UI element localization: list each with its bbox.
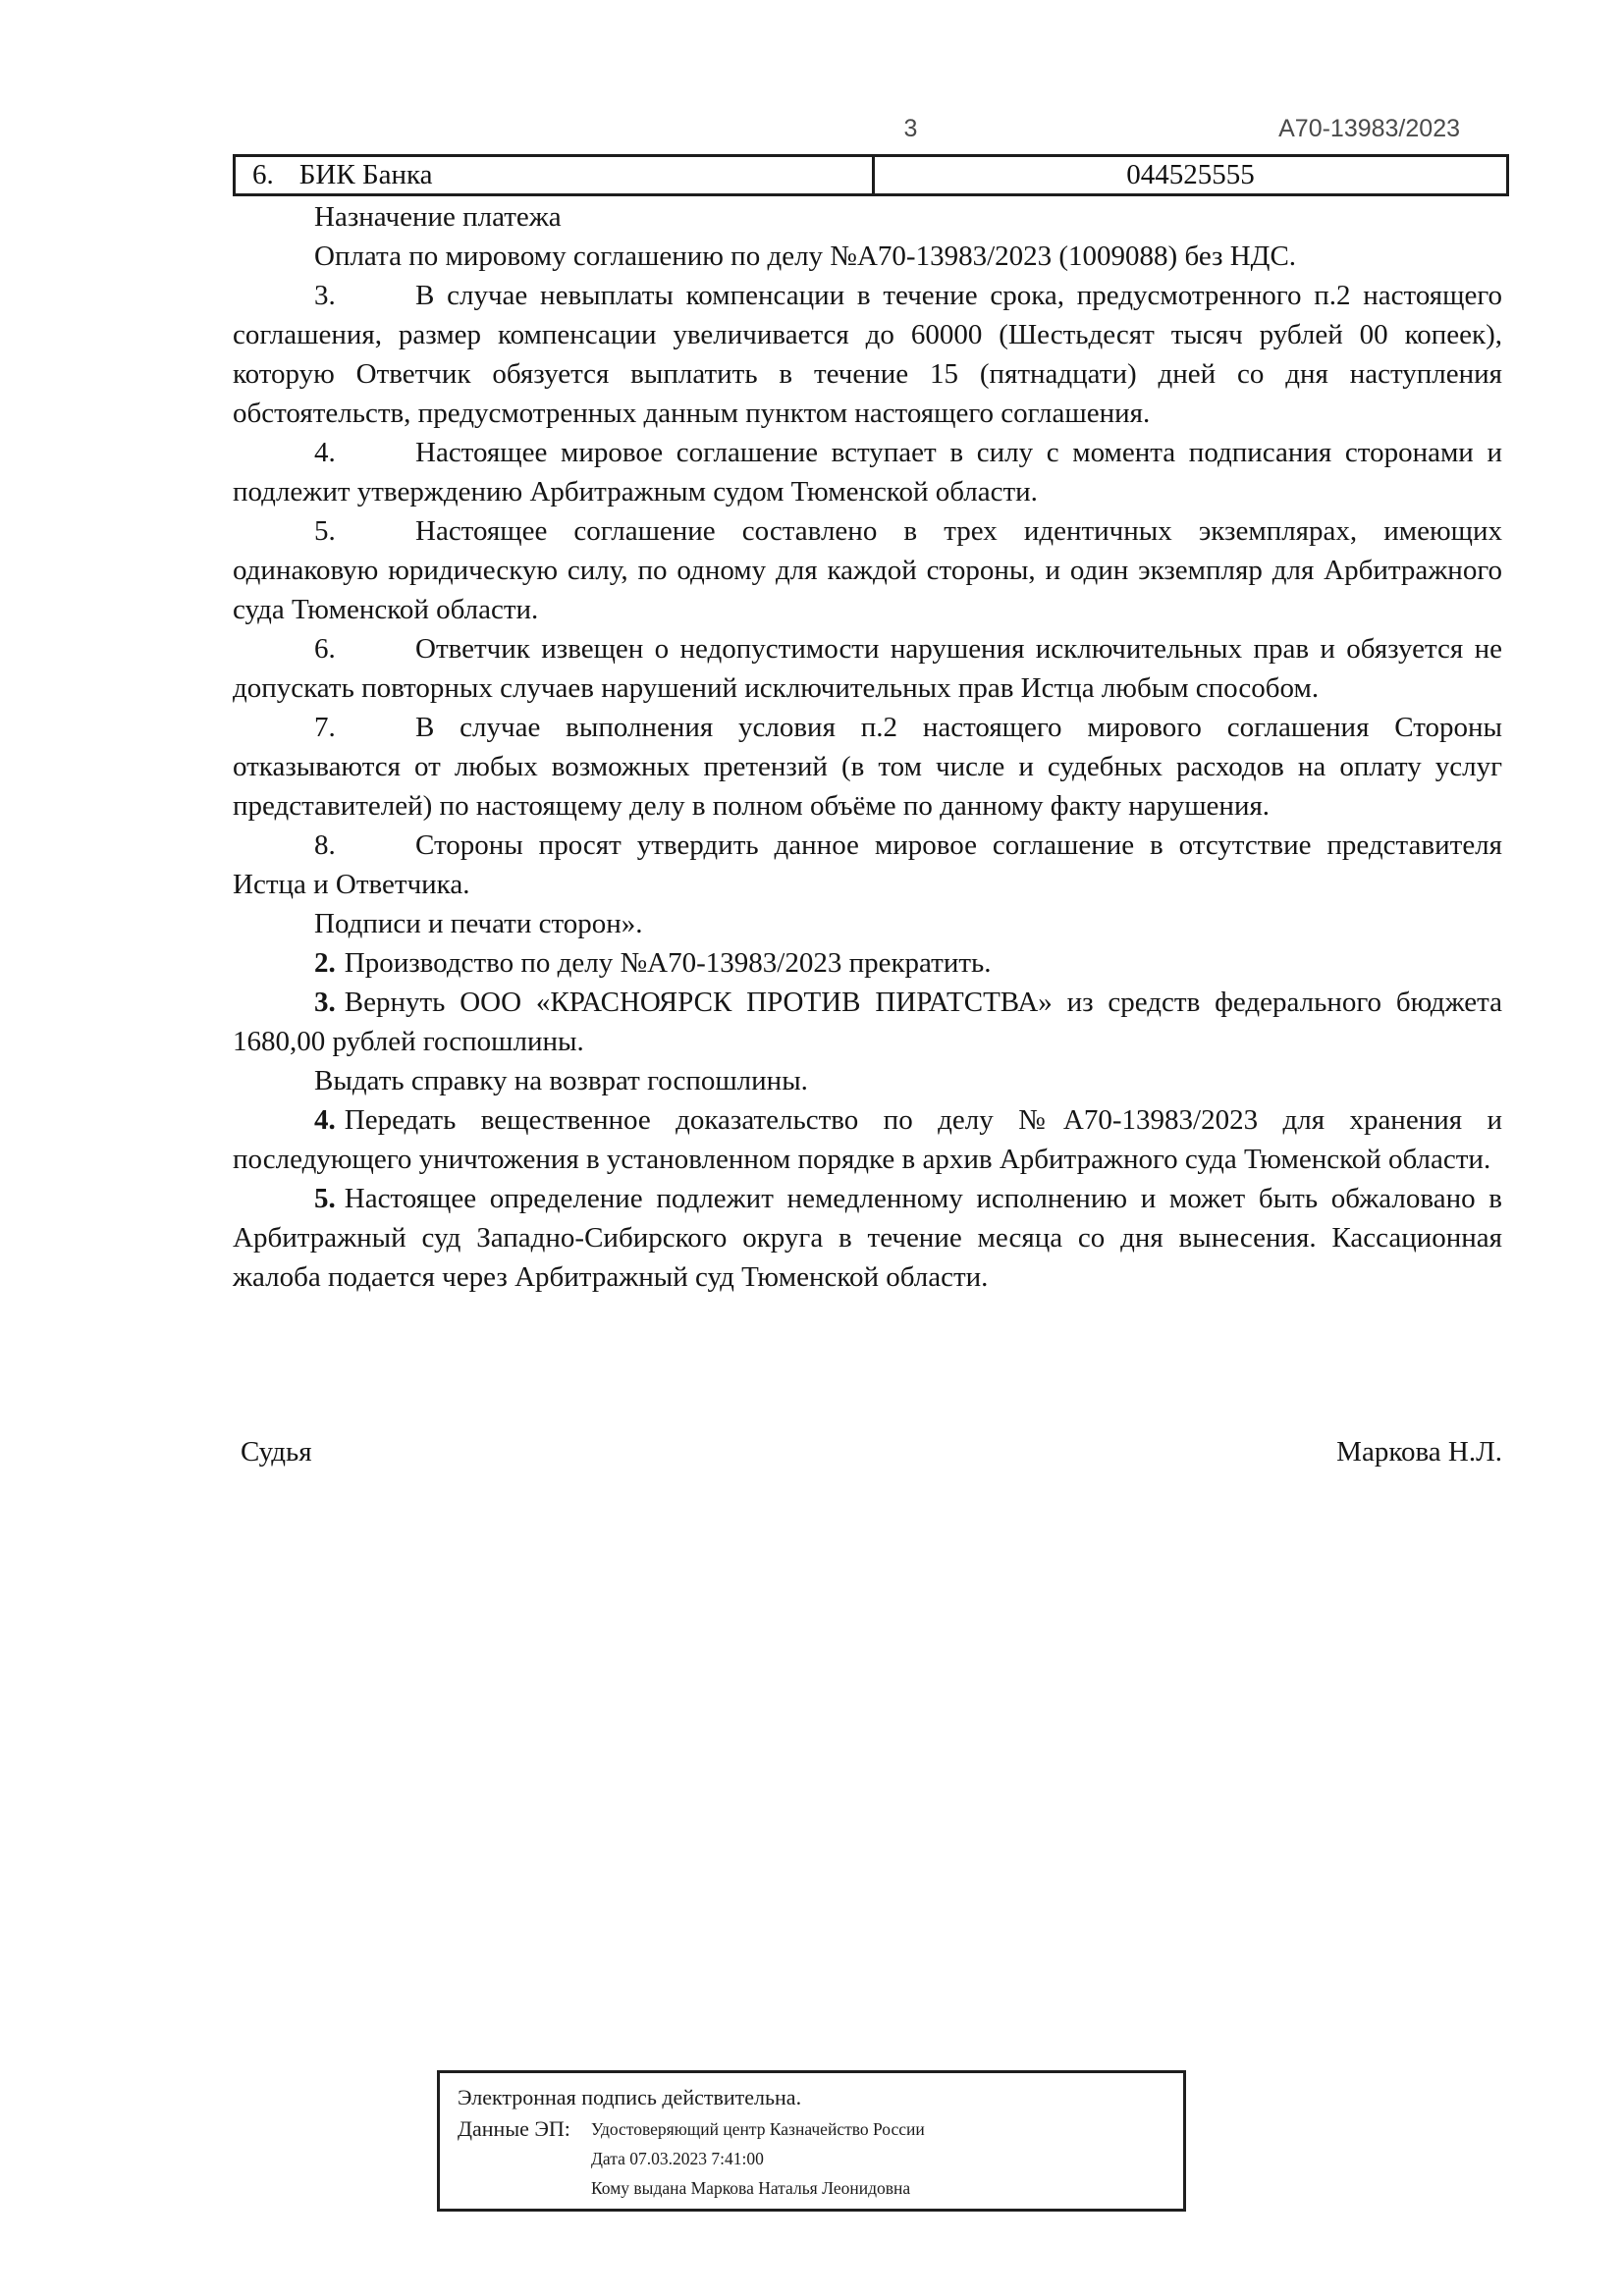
paragraph-number: 5. [314, 515, 336, 547]
ruling-text: Производство по делу №А70-13983/2023 прекратить. [344, 947, 992, 979]
paragraph-agreement-3 [233, 276, 1502, 433]
bank-row-label: БИК Банка [298, 159, 433, 190]
page-number: 3 [903, 115, 918, 142]
document-body [233, 197, 1502, 1297]
paragraph-agreement-7 [233, 708, 1502, 826]
bank-details-table [233, 154, 1509, 196]
paragraph-text: В случае выполнения условия п.2 настоящего мирового соглашения Стороны отказываются от любых возможных претензий (в том числе и судебных расходов на оплату услуг представителей) по настоящему делу в полном объёме по данному факту нарушения. [233, 712, 1502, 822]
stamp-detail-authority: Удостоверяющий центр Казначейство России [591, 2119, 925, 2139]
paragraph-ruling-4 [233, 1100, 1502, 1179]
judge-title: Судья [241, 1436, 312, 1468]
ruling-number: 4. [314, 1104, 336, 1136]
paragraph-agreement-6 [233, 629, 1502, 708]
paragraph-text: Настоящее соглашение составлено в трех идентичных экземплярах, имеющих одинаковую юридическую силу, по одному для каждой стороны, и один экземпляр для Арбитражного суда Тюменской области. [233, 515, 1502, 625]
ruling-number: 2. [314, 947, 336, 979]
ruling-text: Настоящее определение подлежит немедленному исполнению и может быть обжаловано в Арбитражный суд Западно-Сибирского округа в течение месяца со дня вынесения. Кассационная жалоба подается через Арбитражный суд Тюменской области. [233, 1183, 1502, 1293]
paragraph-number: 3. [314, 280, 336, 311]
paragraph-text: В случае невыплаты компенсации в течение срока, предусмотренного п.2 настоящего соглашения, размер компенсации увеличивается до 60000 (Шестьдесят тысяч рублей 00 копеек), которую Ответчик обязуется выплатить в течение 15 (пятнадцати) дней со дня наступления обстоятельств, предусмотренных данным пунктом настоящего соглашения. [233, 280, 1502, 429]
paragraph-text: Ответчик извещен о недопустимости нарушения исключительных прав и обязуется не допускать повторных случаев нарушений исключительных прав Истца любым способом. [233, 633, 1502, 704]
paragraph-text: Настоящее мировое соглашение вступает в силу с момента подписания сторонами и подлежит утверждению Арбитражным судом Тюменской области. [233, 437, 1502, 507]
paragraph-ruling-5 [233, 1179, 1502, 1297]
stamp-validity-text: Электронная подпись действительна. [458, 2085, 802, 2109]
ruling-number: 3. [314, 987, 336, 1018]
paragraph-number: 7. [314, 712, 336, 743]
paragraph-number: 4. [314, 437, 336, 468]
paragraph-signatures-note: Подписи и печати сторон». [314, 908, 643, 939]
judge-signature-line [241, 1432, 1502, 1471]
paragraph-ruling-2 [233, 943, 1502, 983]
paragraph-ruling-3 [233, 983, 1502, 1061]
stamp-detail-issued-to: Кому выдана Маркова Наталья Леонидовна [591, 2178, 911, 2198]
bank-table-cell-value [875, 157, 1506, 193]
paragraph-agreement-4 [233, 433, 1502, 511]
ruling-text: Вернуть ООО «КРАСНОЯРСК ПРОТИВ ПИРАТСТВА» из средств федерального бюджета 1680,00 рублей госпошлины. [233, 987, 1502, 1057]
bank-row-value: 044525555 [1126, 159, 1255, 190]
paragraph-number: 8. [314, 829, 336, 861]
ruling-text: Передать вещественное доказательство по делу №А70-13983/2023 для хранения и последующего уничтожения в установленном порядке в архив Арбитражного суда Тюменской области. [233, 1104, 1502, 1175]
paragraph-text: Стороны просят утвердить данное мировое соглашение в отсутствие представителя Истца и Ответчика. [233, 829, 1502, 900]
paragraph-agreement-8 [233, 826, 1502, 904]
stamp-data-label: Данные ЭП: [458, 2116, 570, 2141]
stamp-data-row [458, 2114, 1173, 2203]
stamp-details [591, 2114, 925, 2203]
electronic-signature-stamp [437, 2070, 1186, 2212]
stamp-detail-date: Дата 07.03.2023 7:41:00 [591, 2149, 764, 2168]
paragraph-agreement-5 [233, 511, 1502, 629]
paragraph-certificate: Выдать справку на возврат госпошлины. [314, 1065, 808, 1096]
paragraph-payment-purpose: Назначение платежа [314, 201, 562, 233]
bank-table-cell-label [236, 157, 875, 193]
paragraph-number: 6. [314, 633, 336, 665]
ruling-number: 5. [314, 1183, 336, 1214]
case-number: А70-13983/2023 [1278, 115, 1460, 142]
paragraph-payment-text: Оплата по мировому соглашению по делу №А70-13983/2023 (1009088) без НДС. [314, 240, 1297, 272]
bank-row-number: 6. [252, 159, 274, 190]
judge-name: Маркова Н.Л. [1336, 1436, 1502, 1468]
